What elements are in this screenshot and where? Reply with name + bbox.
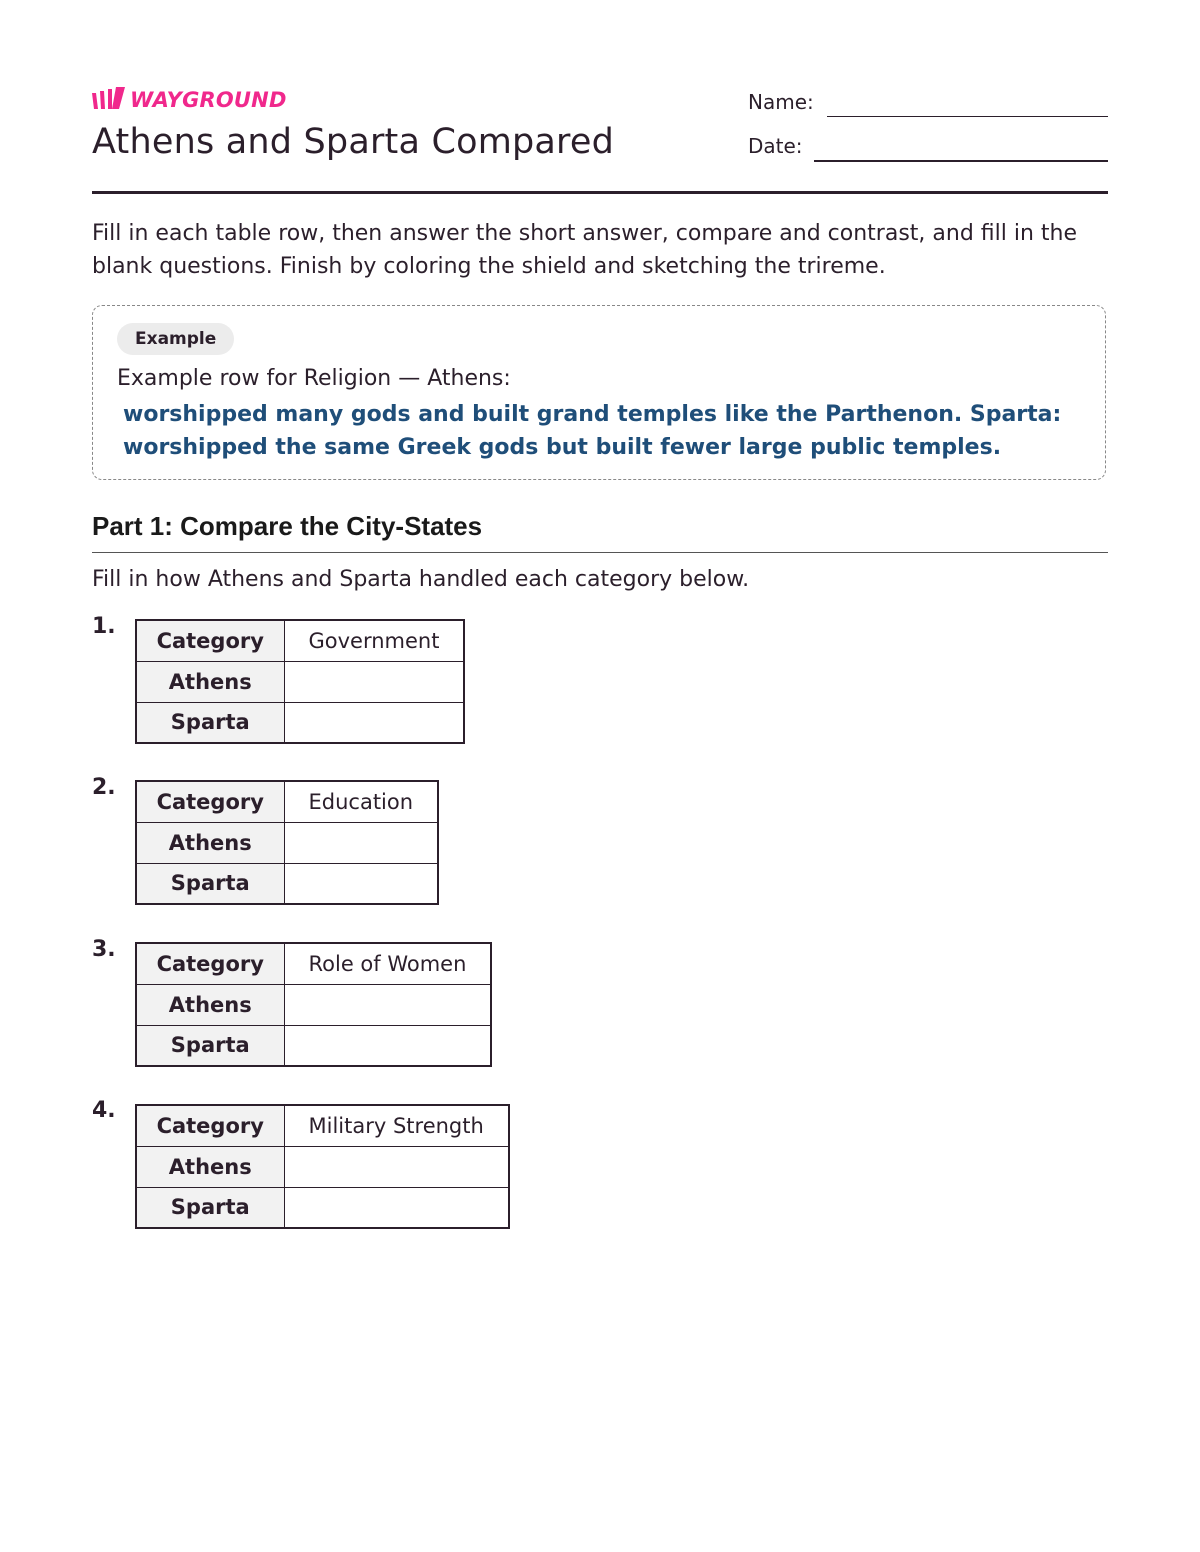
example-lead-text: Example row for Religion — Athens: xyxy=(117,366,511,391)
sparta-row xyxy=(136,702,464,743)
category-value: Government xyxy=(284,620,464,661)
example-badge: Example xyxy=(117,323,234,355)
sparta-header: Sparta xyxy=(136,863,284,904)
sparta-header: Sparta xyxy=(136,1187,284,1228)
athens-header: Athens xyxy=(136,822,284,863)
category-value: Military Strength xyxy=(284,1105,509,1146)
brand-logo xyxy=(92,86,287,114)
question-number: 3. xyxy=(92,937,116,962)
sparta-header: Sparta xyxy=(136,702,284,743)
part1-heading: Part 1: Compare the City-States xyxy=(92,511,483,541)
sparta-row xyxy=(136,1187,509,1228)
comparison-table xyxy=(135,942,492,1067)
date-label: Date: xyxy=(748,134,803,158)
athens-row xyxy=(136,1146,509,1187)
part1-instructions: Fill in how Athens and Sparta handled each category below. xyxy=(92,567,750,592)
athens-answer-cell[interactable] xyxy=(284,984,491,1025)
question-number: 2. xyxy=(92,775,116,800)
date-field[interactable] xyxy=(814,160,1108,162)
worksheet-title: Athens and Sparta Compared xyxy=(92,122,615,162)
athens-row xyxy=(136,822,438,863)
category-header: Category xyxy=(136,1105,284,1146)
wayground-logo-icon xyxy=(92,87,126,113)
category-row xyxy=(136,620,464,661)
athens-header: Athens xyxy=(136,1146,284,1187)
sparta-answer-cell[interactable] xyxy=(284,1025,491,1066)
category-header: Category xyxy=(136,620,284,661)
sparta-answer-cell[interactable] xyxy=(284,1187,509,1228)
worksheet-instructions: Fill in each table row, then answer the short answer, compare and contrast, and fill in the blank questions. Finish by coloring the shield and sketching the trireme. xyxy=(92,221,1078,279)
example-box xyxy=(92,305,1106,480)
category-header: Category xyxy=(136,781,284,822)
athens-row xyxy=(136,661,464,702)
athens-header: Athens xyxy=(136,984,284,1025)
sparta-answer-cell[interactable] xyxy=(284,863,438,904)
brand-name: WAYGROUND xyxy=(130,88,287,112)
header-divider xyxy=(92,191,1108,194)
athens-answer-cell[interactable] xyxy=(284,1146,509,1187)
comparison-table xyxy=(135,780,439,905)
sparta-header: Sparta xyxy=(136,1025,284,1066)
athens-answer-cell[interactable] xyxy=(284,661,464,702)
category-header: Category xyxy=(136,943,284,984)
comparison-table xyxy=(135,1104,510,1229)
category-value: Role of Women xyxy=(284,943,491,984)
sparta-row xyxy=(136,863,438,904)
category-value: Education xyxy=(284,781,438,822)
category-row xyxy=(136,943,491,984)
name-field[interactable] xyxy=(827,116,1108,117)
question-number: 4. xyxy=(92,1098,116,1123)
athens-header: Athens xyxy=(136,661,284,702)
athens-row xyxy=(136,984,491,1025)
example-answer-text: worshipped many gods and built grand temples like the Parthenon. Sparta: worshipped the same Greek gods but built fewer large public temples. xyxy=(123,402,1062,460)
name-label: Name: xyxy=(748,90,814,114)
sparta-row xyxy=(136,1025,491,1066)
category-row xyxy=(136,1105,509,1146)
comparison-table xyxy=(135,619,465,744)
category-row xyxy=(136,781,438,822)
athens-answer-cell[interactable] xyxy=(284,822,438,863)
question-number: 1. xyxy=(92,614,116,639)
part1-divider xyxy=(92,552,1108,553)
sparta-answer-cell[interactable] xyxy=(284,702,464,743)
